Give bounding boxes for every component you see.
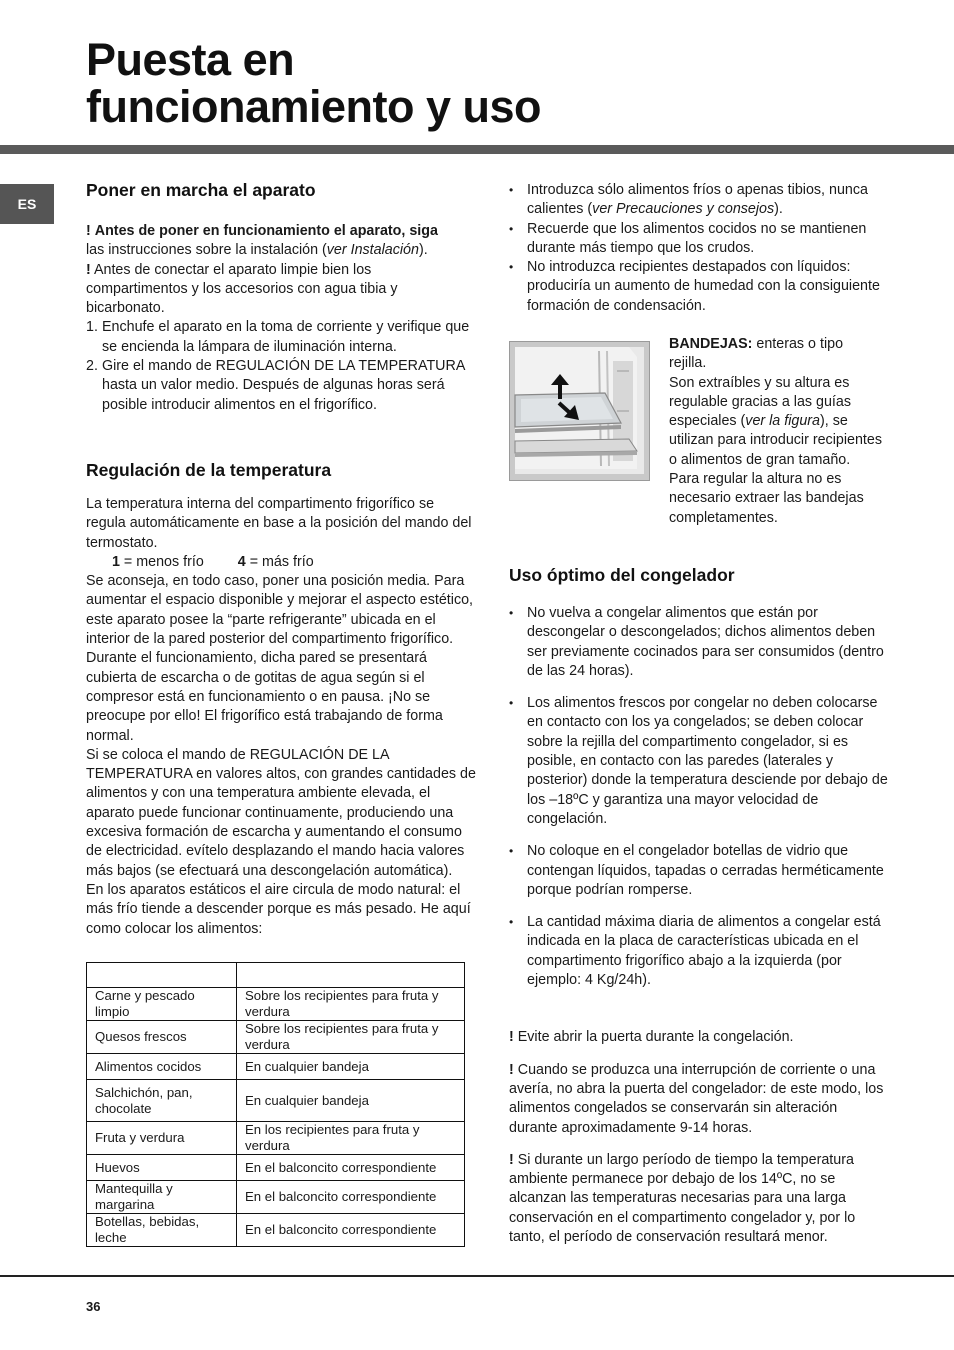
trays-text-2b: ), se utilizan para introducir recipientes o alimentos de gran tamaño. Para regular la altura no es necesario extraer las bandejas completamentes. bbox=[669, 413, 882, 526]
scale-max-text: = más frío bbox=[245, 553, 314, 570]
list-item bbox=[509, 913, 889, 990]
table-cell-food: Mantequilla y margarina bbox=[87, 1181, 237, 1214]
section-heading-freezer: Uso óptimo del congelador bbox=[509, 565, 735, 585]
header-rule bbox=[0, 145, 954, 154]
scale-min-text: = menos frío bbox=[119, 553, 204, 570]
language-tab: ES bbox=[0, 184, 54, 224]
table-header-row bbox=[87, 963, 465, 988]
bullet-mark: • bbox=[509, 183, 514, 197]
scale-max-number: 4 bbox=[237, 553, 246, 570]
note-text: Evite abrir la puerta durante la congelación. bbox=[513, 1029, 794, 1046]
table-cell-food: Quesos frescos bbox=[87, 1021, 237, 1054]
table-row bbox=[87, 1214, 465, 1247]
step-1 bbox=[86, 318, 476, 357]
warning-1-end: ). bbox=[418, 242, 428, 259]
list-item bbox=[509, 181, 889, 220]
bullet-mark: • bbox=[509, 696, 514, 711]
table-cell-place: Sobre los recipientes para fruta y verdura bbox=[237, 988, 465, 1021]
section-heading-temperature: Regulación de la temperatura bbox=[86, 459, 332, 480]
trays-description bbox=[669, 335, 884, 528]
table-cell-food: Alimentos cocidos bbox=[87, 1054, 237, 1080]
page-number: 36 bbox=[86, 1299, 101, 1314]
table-cell-food: Huevos bbox=[87, 1155, 237, 1181]
warning-1-bold: Antes de poner en funcionamiento el aparato, siga bbox=[94, 223, 438, 239]
bullet-mark: • bbox=[509, 844, 514, 859]
table-cell-place: En cualquier bandeja bbox=[237, 1054, 465, 1080]
bullet-text-b: ). bbox=[774, 201, 783, 218]
right-top-bullets bbox=[509, 181, 889, 316]
list-item bbox=[509, 842, 889, 900]
table-cell-place: En el balconcito correspondiente bbox=[237, 1155, 465, 1181]
trays-text-2a: Son extraíbles y su altura es regulable gracias a las guías especiales ( bbox=[669, 374, 851, 430]
table-cell-place: En cualquier bandeja bbox=[237, 1080, 465, 1122]
table-row bbox=[87, 1155, 465, 1181]
table-cell-food: Botellas, bebidas, leche bbox=[87, 1214, 237, 1247]
warning-1 bbox=[86, 222, 476, 261]
bullet-text: No vuelva a congelar alimentos que están por descongelar o descongelados; dichos alimentos deben ser previamente cocinados para ser consumidos (dentro de las 24 horas). bbox=[527, 605, 884, 679]
bullet-text bbox=[527, 181, 889, 220]
temperature-body-3: En los aparatos estáticos el aire circula de modo natural: el más frío tiende a descender porque es más pesado. He aquí como colocar los alimentos: bbox=[86, 881, 471, 937]
scale-min-number: 1 bbox=[112, 553, 120, 570]
list-item bbox=[509, 220, 889, 259]
shelf-illustration bbox=[509, 341, 650, 481]
bullet-ref: ver Precauciones y consejos bbox=[592, 201, 775, 218]
warning-mark: ! bbox=[86, 261, 91, 278]
bullet-text: Recuerde que los alimentos cocidos no se mantienen durante más tiempo que los crudos. bbox=[527, 220, 867, 256]
table-row bbox=[87, 1080, 465, 1122]
warning-1-text: las instrucciones sobre la instalación ( bbox=[86, 242, 327, 259]
page-title bbox=[86, 36, 541, 130]
table-row bbox=[87, 1122, 465, 1155]
bullet-mark: • bbox=[509, 915, 514, 930]
list-item bbox=[509, 694, 889, 829]
temperature-body-1: Se aconseja, en todo caso, poner una posición media. Para aumentar el espacio disponible y mejorar el aspecto estético, este aparato posee la “parte refrigerante” ubicada en el interior de la pared posterior del compartimento frigorífico. Durante el funcionamiento, dicha pared se presentará cubierta de escarcha o de gotitas de agua según si el compresor está en funcionamiento o en pausa. ¡No se preocupe por ello! El frigorífico está trabajando de forma normal. bbox=[86, 573, 474, 744]
table-cell-place: En el balconcito correspondiente bbox=[237, 1181, 465, 1214]
trays-text-1 bbox=[669, 335, 884, 374]
title-line-1: Puesta en bbox=[86, 34, 295, 85]
trays-ref: ver la figura bbox=[745, 413, 820, 430]
table-row bbox=[87, 1021, 465, 1054]
table-cell-place: Sobre los recipientes para fruta y verdura bbox=[237, 1021, 465, 1054]
freezer-note-2 bbox=[509, 1061, 889, 1138]
step-text: Gire el mando de REGULACIÓN DE LA TEMPERATURA hasta un valor medio. Después de algunas horas será posible introducir alimentos en el frigorífico. bbox=[102, 358, 465, 413]
warning-mark: ! bbox=[509, 1061, 514, 1078]
table-cell-place: En los recipientes para fruta y verdura bbox=[237, 1122, 465, 1155]
bullet-mark: • bbox=[509, 260, 514, 275]
table-row bbox=[87, 1181, 465, 1214]
note-text: Cuando se produzca una interrupción de corriente o una avería, no abra la puerta del congelador: de este modo, los alimentos congelados se conservarán sin alteración durante aproximadamente 9-14 horas. bbox=[509, 1061, 884, 1136]
warning-2 bbox=[86, 261, 476, 319]
table-row bbox=[87, 988, 465, 1021]
table-header-cell bbox=[237, 963, 465, 988]
table-cell-food: Salchichón, pan, chocolate bbox=[87, 1080, 237, 1122]
warning-mark: ! bbox=[509, 1029, 514, 1046]
bullet-text: No coloque en el congelador botellas de vidrio que contengan líquidos, tapadas o cerradas herméticamente porque podrían romperse. bbox=[527, 843, 884, 898]
trays-label: BANDEJAS: bbox=[669, 336, 753, 352]
food-placement-table bbox=[86, 962, 465, 1247]
table-cell-food: Fruta y verdura bbox=[87, 1122, 237, 1155]
warning-1-ref: ver Instalación bbox=[326, 242, 419, 259]
title-line-2: funcionamiento y uso bbox=[86, 81, 542, 132]
step-number: 2. bbox=[86, 358, 98, 375]
trays-text-1-content: enteras o tipo rejilla. bbox=[669, 336, 844, 372]
table-cell-food: Carne y pescado limpio bbox=[87, 988, 237, 1021]
note-text: Si durante un largo período de tiempo la temperatura ambiente permanece por debajo de los 14ºC, no se alcanzan las temperaturas necesarias para una larga conservación en el compartimento congelador y, por lo tanto, el período de conservación resultará menor. bbox=[509, 1151, 856, 1246]
section-heading-start: Poner en marcha el aparato bbox=[86, 180, 316, 200]
step-2 bbox=[86, 357, 476, 415]
step-number: 1. bbox=[86, 319, 98, 336]
thermostat-scale bbox=[86, 553, 476, 572]
table-header-cell bbox=[87, 963, 237, 988]
bullet-text: La cantidad máxima diaria de alimentos a congelar está indicada en la placa de características ubicada en el compartimento frigorífico abajo a la izquierda (por ejemplo: 4 Kg/24h). bbox=[527, 914, 881, 989]
table-cell-place: En el balconcito correspondiente bbox=[237, 1214, 465, 1247]
step-text: Enchufe el aparato en la toma de corriente y verifique que se encienda la lámpara de iluminación interna. bbox=[102, 319, 470, 355]
freezer-section bbox=[509, 564, 889, 1247]
bullet-text: Los alimentos frescos por congelar no deben colocarse en contacto con los ya congelados; se deben colocar sobre la rejilla del compartimento congelador, si es posible, en contacto con las paredes (laterales y posterior) donde la temperatura desciende por debajo de los –18ºC y garantiza una mayor velocidad de congelación. bbox=[527, 695, 888, 827]
trays-text-2 bbox=[669, 374, 884, 528]
warning-2-text: Antes de conectar el aparato limpie bien los compartimentos y los accesorios con agua tibia y bicarbonato. bbox=[86, 261, 398, 317]
table-row bbox=[87, 1054, 465, 1080]
warning-mark: ! bbox=[509, 1151, 514, 1168]
list-item bbox=[509, 258, 889, 316]
temperature-body-2: Si se coloca el mando de REGULACIÓN DE LA TEMPERATURA en valores altos, con grandes cantidades de alimentos y con una temperatura ambiente elevada, el aparato puede funcionar continuamente, produciendo una excesiva formación de escarcha y aumentando el consumo de electricidad. evítelo desplazando el mando hacia valores más bajos (se efectuará una descongelación automática). bbox=[86, 746, 476, 879]
bullet-text-a: Introduzca sólo alimentos fríos o apenas tibios, nunca calientes ( bbox=[527, 182, 868, 218]
left-column bbox=[86, 179, 476, 939]
bullet-mark: • bbox=[509, 221, 514, 236]
bullet-text: No introduzca recipientes destapados con líquidos: produciría un aumento de humedad con la consiguiente formación de condensación. bbox=[527, 259, 880, 314]
warning-mark: ! bbox=[86, 223, 91, 239]
freezer-note-1 bbox=[509, 1028, 889, 1047]
list-item bbox=[509, 604, 889, 681]
bullet-mark: • bbox=[509, 606, 514, 620]
freezer-note-3 bbox=[509, 1151, 889, 1247]
temperature-intro: La temperatura interna del compartimento frigorífico se regula automáticamente en base a la posición del mando del termostato. bbox=[86, 495, 472, 551]
footer-rule bbox=[0, 1275, 954, 1277]
